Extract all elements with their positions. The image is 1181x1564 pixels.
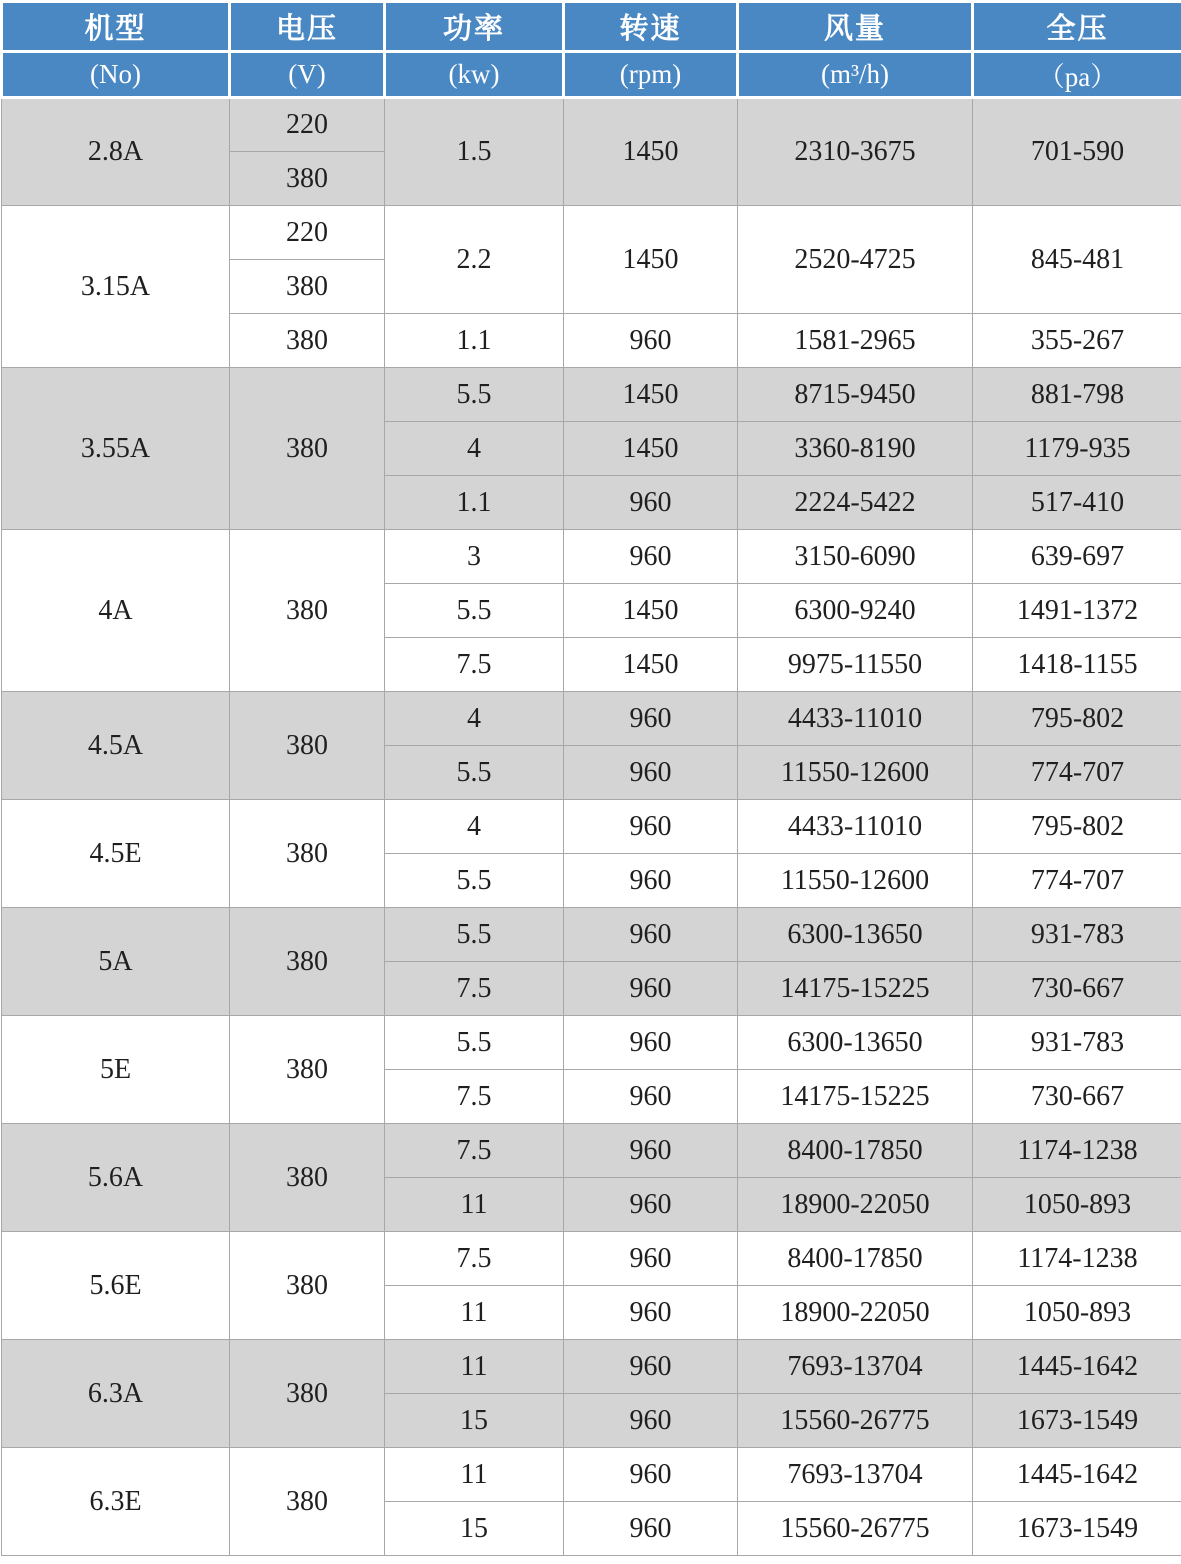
pressure-cell: 1445-1642 <box>973 1448 1181 1502</box>
power-cell: 4 <box>385 800 564 854</box>
speed-cell: 960 <box>564 746 738 800</box>
airflow-cell: 14175-15225 <box>738 962 973 1016</box>
power-cell: 4 <box>385 692 564 746</box>
power-cell: 11 <box>385 1178 564 1232</box>
unit-pressure: （pa） <box>973 52 1181 98</box>
airflow-cell: 15560-26775 <box>738 1502 973 1556</box>
power-cell: 1.1 <box>385 314 564 368</box>
pressure-cell: 1673-1549 <box>973 1394 1181 1448</box>
airflow-cell: 11550-12600 <box>738 746 973 800</box>
speed-cell: 960 <box>564 1286 738 1340</box>
airflow-cell: 9975-11550 <box>738 638 973 692</box>
voltage-cell: 380 <box>230 1016 385 1124</box>
speed-cell: 960 <box>564 476 738 530</box>
airflow-cell: 14175-15225 <box>738 1070 973 1124</box>
speed-cell: 960 <box>564 692 738 746</box>
power-cell: 7.5 <box>385 1124 564 1178</box>
table-row <box>2 98 1181 152</box>
header-pressure: 全压 <box>973 2 1181 52</box>
header-airflow: 风量 <box>738 2 973 52</box>
header-power: 功率 <box>385 2 564 52</box>
pressure-cell: 931-783 <box>973 908 1181 962</box>
airflow-cell: 4433-11010 <box>738 692 973 746</box>
table-row <box>2 206 1181 260</box>
voltage-cell: 380 <box>230 908 385 1016</box>
pressure-cell: 795-802 <box>973 800 1181 854</box>
airflow-cell: 8715-9450 <box>738 368 973 422</box>
speed-cell: 960 <box>564 1502 738 1556</box>
pressure-cell: 1050-893 <box>973 1178 1181 1232</box>
power-cell: 2.2 <box>385 206 564 314</box>
pressure-cell: 774-707 <box>973 854 1181 908</box>
airflow-cell: 8400-17850 <box>738 1232 973 1286</box>
header-unit-row <box>2 52 1181 98</box>
speed-cell: 960 <box>564 1394 738 1448</box>
table-row <box>2 908 1181 962</box>
airflow-cell: 3360-8190 <box>738 422 973 476</box>
airflow-cell: 7693-13704 <box>738 1448 973 1502</box>
power-cell: 1.1 <box>385 476 564 530</box>
unit-speed: (rpm) <box>564 52 738 98</box>
power-cell: 11 <box>385 1286 564 1340</box>
speed-cell: 960 <box>564 800 738 854</box>
airflow-cell: 2224-5422 <box>738 476 973 530</box>
power-cell: 5.5 <box>385 908 564 962</box>
speed-cell: 960 <box>564 1070 738 1124</box>
speed-cell: 960 <box>564 1448 738 1502</box>
header-voltage: 电压 <box>230 2 385 52</box>
speed-cell: 960 <box>564 530 738 584</box>
table-header <box>2 2 1181 98</box>
header-title-row <box>2 2 1181 52</box>
speed-cell: 960 <box>564 962 738 1016</box>
voltage-cell: 380 <box>230 692 385 800</box>
model-cell: 6.3E <box>2 1448 230 1556</box>
pressure-cell: 1418-1155 <box>973 638 1181 692</box>
voltage-cell: 380 <box>230 314 385 368</box>
header-speed: 转速 <box>564 2 738 52</box>
airflow-cell: 6300-13650 <box>738 1016 973 1070</box>
model-cell: 5A <box>2 908 230 1016</box>
pressure-cell: 774-707 <box>973 746 1181 800</box>
pressure-cell: 845-481 <box>973 206 1181 314</box>
table-row <box>2 1448 1181 1502</box>
speed-cell: 960 <box>564 1232 738 1286</box>
airflow-cell: 2310-3675 <box>738 98 973 206</box>
voltage-cell: 220 <box>230 206 385 260</box>
airflow-cell: 3150-6090 <box>738 530 973 584</box>
airflow-cell: 7693-13704 <box>738 1340 973 1394</box>
voltage-cell: 380 <box>230 1124 385 1232</box>
table-row <box>2 368 1181 422</box>
airflow-cell: 6300-13650 <box>738 908 973 962</box>
power-cell: 11 <box>385 1448 564 1502</box>
speed-cell: 960 <box>564 908 738 962</box>
power-cell: 15 <box>385 1394 564 1448</box>
speed-cell: 960 <box>564 854 738 908</box>
table-row <box>2 1016 1181 1070</box>
pressure-cell: 1445-1642 <box>973 1340 1181 1394</box>
pressure-cell: 730-667 <box>973 962 1181 1016</box>
airflow-cell: 4433-11010 <box>738 800 973 854</box>
table-row <box>2 692 1181 746</box>
speed-cell: 960 <box>564 1178 738 1232</box>
voltage-cell: 380 <box>230 800 385 908</box>
speed-cell: 1450 <box>564 584 738 638</box>
speed-cell: 960 <box>564 1340 738 1394</box>
pressure-cell: 517-410 <box>973 476 1181 530</box>
pressure-cell: 1174-1238 <box>973 1124 1181 1178</box>
spec-table-body <box>2 98 1181 1556</box>
airflow-cell: 1581-2965 <box>738 314 973 368</box>
power-cell: 7.5 <box>385 1070 564 1124</box>
pressure-cell: 931-783 <box>973 1016 1181 1070</box>
pressure-cell: 730-667 <box>973 1070 1181 1124</box>
model-cell: 4A <box>2 530 230 692</box>
power-cell: 7.5 <box>385 1232 564 1286</box>
airflow-cell: 8400-17850 <box>738 1124 973 1178</box>
power-cell: 1.5 <box>385 98 564 206</box>
airflow-cell: 18900-22050 <box>738 1178 973 1232</box>
speed-cell: 1450 <box>564 98 738 206</box>
pressure-cell: 881-798 <box>973 368 1181 422</box>
model-cell: 6.3A <box>2 1340 230 1448</box>
airflow-cell: 18900-22050 <box>738 1286 973 1340</box>
power-cell: 15 <box>385 1502 564 1556</box>
model-cell: 2.8A <box>2 98 230 206</box>
speed-cell: 1450 <box>564 422 738 476</box>
power-cell: 7.5 <box>385 962 564 1016</box>
model-cell: 4.5E <box>2 800 230 908</box>
power-cell: 3 <box>385 530 564 584</box>
pressure-cell: 795-802 <box>973 692 1181 746</box>
speed-cell: 1450 <box>564 368 738 422</box>
pressure-cell: 355-267 <box>973 314 1181 368</box>
airflow-cell: 11550-12600 <box>738 854 973 908</box>
voltage-cell: 380 <box>230 530 385 692</box>
table-row <box>2 1232 1181 1286</box>
table-row <box>2 530 1181 584</box>
unit-model: (No) <box>2 52 230 98</box>
header-model: 机型 <box>2 2 230 52</box>
voltage-cell: 380 <box>230 260 385 314</box>
voltage-cell: 380 <box>230 1340 385 1448</box>
speed-cell: 1450 <box>564 206 738 314</box>
unit-voltage: (V) <box>230 52 385 98</box>
speed-cell: 960 <box>564 1124 738 1178</box>
pressure-cell: 1491-1372 <box>973 584 1181 638</box>
pressure-cell: 1174-1238 <box>973 1232 1181 1286</box>
table-row <box>2 1124 1181 1178</box>
power-cell: 5.5 <box>385 746 564 800</box>
model-cell: 4.5A <box>2 692 230 800</box>
model-cell: 5.6A <box>2 1124 230 1232</box>
voltage-cell: 380 <box>230 368 385 530</box>
airflow-cell: 2520-4725 <box>738 206 973 314</box>
pressure-cell: 1179-935 <box>973 422 1181 476</box>
table-row <box>2 1340 1181 1394</box>
unit-power: (kw) <box>385 52 564 98</box>
speed-cell: 960 <box>564 1016 738 1070</box>
speed-cell: 1450 <box>564 638 738 692</box>
power-cell: 4 <box>385 422 564 476</box>
voltage-cell: 380 <box>230 152 385 206</box>
airflow-cell: 6300-9240 <box>738 584 973 638</box>
table-row <box>2 800 1181 854</box>
power-cell: 5.5 <box>385 1016 564 1070</box>
unit-airflow: (m³/h) <box>738 52 973 98</box>
power-cell: 5.5 <box>385 368 564 422</box>
model-cell: 3.15A <box>2 206 230 368</box>
pressure-cell: 701-590 <box>973 98 1181 206</box>
power-cell: 5.5 <box>385 584 564 638</box>
voltage-cell: 220 <box>230 98 385 152</box>
speed-cell: 960 <box>564 314 738 368</box>
power-cell: 5.5 <box>385 854 564 908</box>
voltage-cell: 380 <box>230 1448 385 1556</box>
model-cell: 5.6E <box>2 1232 230 1340</box>
pressure-cell: 639-697 <box>973 530 1181 584</box>
power-cell: 7.5 <box>385 638 564 692</box>
airflow-cell: 15560-26775 <box>738 1394 973 1448</box>
voltage-cell: 380 <box>230 1232 385 1340</box>
power-cell: 11 <box>385 1340 564 1394</box>
model-cell: 3.55A <box>2 368 230 530</box>
model-cell: 5E <box>2 1016 230 1124</box>
pressure-cell: 1050-893 <box>973 1286 1181 1340</box>
pressure-cell: 1673-1549 <box>973 1502 1181 1556</box>
